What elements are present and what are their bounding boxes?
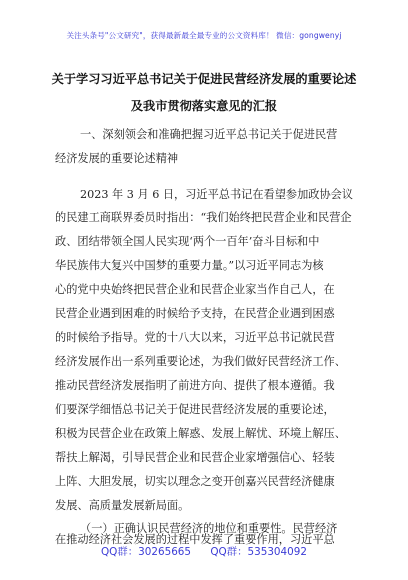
footer-qq-group-2: QQ群：535304092 bbox=[210, 546, 307, 558]
document-title-line-2: 及我市贯彻落实意见的汇报 bbox=[130, 99, 278, 113]
footer-contacts bbox=[0, 543, 408, 558]
section-heading: 一、深刻领会和准确把握习近平总书记关于促进民营 bbox=[80, 128, 338, 141]
paragraph-line: 2023 年 3 月 6 日，习近平总书记在看望参加政协会议 bbox=[80, 188, 354, 201]
paragraph-line: 帮扶上解渴，引导民营企业和民营企业家增强信心、轻装 bbox=[55, 451, 335, 464]
paragraph-line: 华民族伟大复兴中国梦的重要力量。”以习近平同志为核 bbox=[55, 259, 324, 272]
paragraph-line: 推动民营经济发展指明了前进方向、提供了根本遵循。我 bbox=[55, 379, 335, 392]
paragraph-line: 发展、高质量发展新局面。 bbox=[55, 499, 190, 512]
footer-qq-group-1: QQ群：30265665 bbox=[101, 546, 192, 558]
paragraph-line: 民营企业遇到困难的时候给予支持，在民营企业遇到困惑 bbox=[55, 307, 335, 320]
paragraph-line: 们要深学细悟总书记关于促进民营经济发展的重要论述， bbox=[55, 403, 335, 416]
paragraph-line: 心的党中央始终把民营企业和民营企业家当作自己人，在 bbox=[55, 283, 335, 296]
paragraph-line: 上阵、大胆发展，切实以理念之变开创嘉兴民营经济健康 bbox=[55, 475, 335, 488]
paragraph-line: 经济发展作出一系列重要论述，为我们做好民营经济工作、 bbox=[55, 355, 346, 368]
paragraph-line: 政、团结带领全国人民实现‘两个一百年’奋斗目标和中 bbox=[55, 235, 320, 248]
section-heading-continued: 经济发展的重要论述精神 bbox=[55, 152, 179, 165]
document-title-line-1: 关于学习习近平总书记关于促进民营经济发展的重要论述 bbox=[51, 72, 357, 86]
subsection-line: （一）正确认识民营经济的地位和重要性。民营经济 bbox=[80, 522, 338, 535]
paragraph-line: 的民建工商联界委员时指出：“我们始终把民营企业和民营企 bbox=[55, 211, 352, 224]
paragraph-line: 积极为民营企业在政策上解惑、发展上解忧、环境上解压、 bbox=[55, 427, 346, 440]
paragraph-line: 的时候给予指导。党的十八大以来，习近平总书记就民营 bbox=[55, 331, 335, 344]
header-banner: 关注头条号"公文研究"，获得最新最全最专业的公文资料库！ 微信：gongwenyj bbox=[66, 31, 342, 40]
paragraph-line: 在推动经济社会发展的过程中发挥了重要作用，习近平总 bbox=[55, 533, 335, 546]
